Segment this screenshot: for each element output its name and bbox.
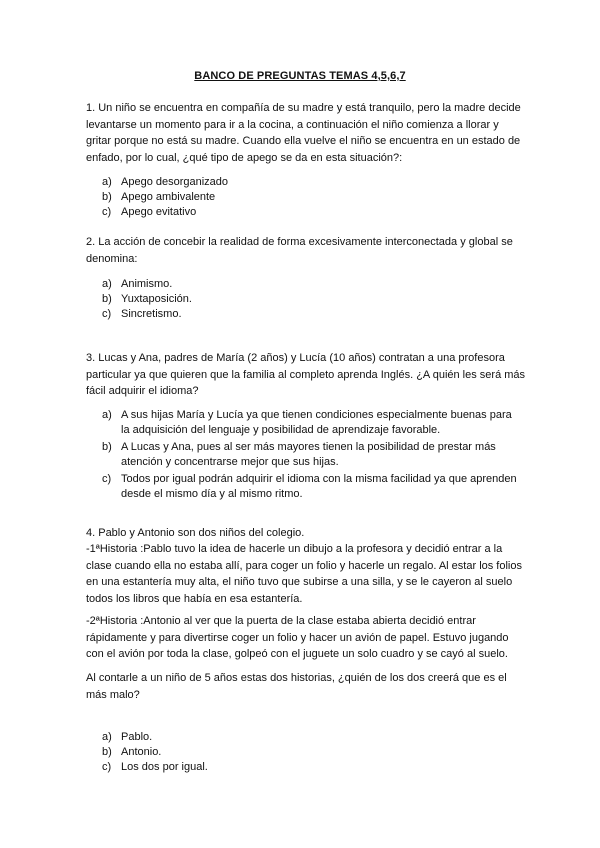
question-1-options bbox=[102, 175, 522, 220]
question-1-option-a bbox=[102, 175, 522, 190]
option-text: Los dos por igual. bbox=[121, 761, 208, 773]
question-3-option-c bbox=[102, 472, 522, 502]
option-marker: c) bbox=[102, 761, 112, 773]
option-marker: c) bbox=[102, 473, 112, 485]
question-4-option-c bbox=[102, 760, 522, 775]
option-text: Pablo. bbox=[121, 731, 153, 743]
option-marker: b) bbox=[102, 293, 112, 305]
question-1-text: 1. Un niño se encuentra en compañía de su madre y está tranquilo, pero la madre decide levantarse un momento para ir a la cocina, a continuación el niño comienza a llorar y gritar porque no está su madre. Cuando ella vuelve el niño se encuentra en un estado de enfado, por lo cual, ¿qué tipo de apego se da en esta situación?: bbox=[86, 102, 521, 164]
question-4-story-1: -1ªHistoria :Pablo tuvo la idea de hacerle un dibujo a la profesora y decidió entrar a la clase cuando ella no estaba allí, para coger un folio y hacerle un regalo. Al estar los folios en una estantería muy alta, el niño tuvo que subirse a una silla, y se le cayeron al suelo todos los libros que había en esa estantería. bbox=[86, 543, 522, 605]
document-title: BANCO DE PREGUNTAS TEMAS 4,5,6,7 bbox=[194, 70, 406, 82]
option-text: Antonio. bbox=[121, 746, 162, 758]
question-3-text: 3. Lucas y Ana, padres de María (2 años) y Lucía (10 años) contratan a una profesora particular ya que quieren que la familia al completo aprenda Inglés. ¿A quién les será más fácil adquirir el idioma? bbox=[86, 352, 526, 397]
question-3-options bbox=[102, 408, 522, 504]
option-text: Apego ambivalente bbox=[121, 191, 216, 203]
question-4-options bbox=[102, 730, 522, 775]
option-marker: a) bbox=[102, 278, 112, 290]
option-marker: c) bbox=[102, 308, 112, 320]
question-1-option-b bbox=[102, 190, 522, 205]
option-text: Yuxtaposición. bbox=[121, 293, 192, 305]
question-4-option-a bbox=[102, 730, 522, 745]
option-marker: b) bbox=[102, 746, 112, 758]
option-marker: a) bbox=[102, 176, 112, 188]
option-marker: a) bbox=[102, 731, 112, 743]
option-marker: a) bbox=[102, 409, 112, 421]
option-text: Todos por igual podrán adquirir el idioma con la misma facilidad ya que aprenden desde el mismo día y al mismo ritmo. bbox=[121, 473, 517, 500]
option-text: A Lucas y Ana, pues al ser más mayores tienen la posibilidad de prestar más atención y concentrarse mejor que sus hijas. bbox=[121, 441, 496, 468]
question-4-story-2: -2ªHistoria :Antonio al ver que la puerta de la clase estaba abierta decidió entrar rápidamente y para divertirse coger un folio y hacer un avión de papel. Estuvo jugando con el avión por toda la clase, golpeó con el juguete un solo cuadro y se cayó al suelo. bbox=[86, 615, 509, 660]
question-3-option-a bbox=[102, 408, 522, 438]
question-3-option-b bbox=[102, 440, 522, 470]
question-4-option-b bbox=[102, 745, 522, 760]
option-text: Apego desorganizado bbox=[121, 176, 229, 188]
option-text: Animismo. bbox=[121, 278, 173, 290]
question-4-text: 4. Pablo y Antonio son dos niños del colegio. bbox=[86, 527, 305, 539]
option-text: Sincretismo. bbox=[121, 308, 182, 320]
question-2-option-a bbox=[102, 277, 522, 292]
option-text: A sus hijas María y Lucía ya que tienen condiciones especialmente buenas para la adquisición del lenguaje y posibilidad de aprendizaje favorable. bbox=[121, 409, 512, 436]
option-marker: c) bbox=[102, 206, 112, 218]
question-2-option-c bbox=[102, 307, 522, 322]
question-2-option-b bbox=[102, 292, 522, 307]
option-text: Apego evitativo bbox=[121, 206, 197, 218]
question-2-text: 2. La acción de concebir la realidad de forma excesivamente interconectada y global se denomina: bbox=[86, 236, 513, 265]
option-marker: b) bbox=[102, 441, 112, 453]
question-4-question: Al contarle a un niño de 5 años estas dos historias, ¿quién de los dos creerá que es el más malo? bbox=[86, 672, 507, 701]
question-1-option-c bbox=[102, 205, 522, 220]
option-marker: b) bbox=[102, 191, 112, 203]
question-2-options bbox=[102, 277, 522, 322]
